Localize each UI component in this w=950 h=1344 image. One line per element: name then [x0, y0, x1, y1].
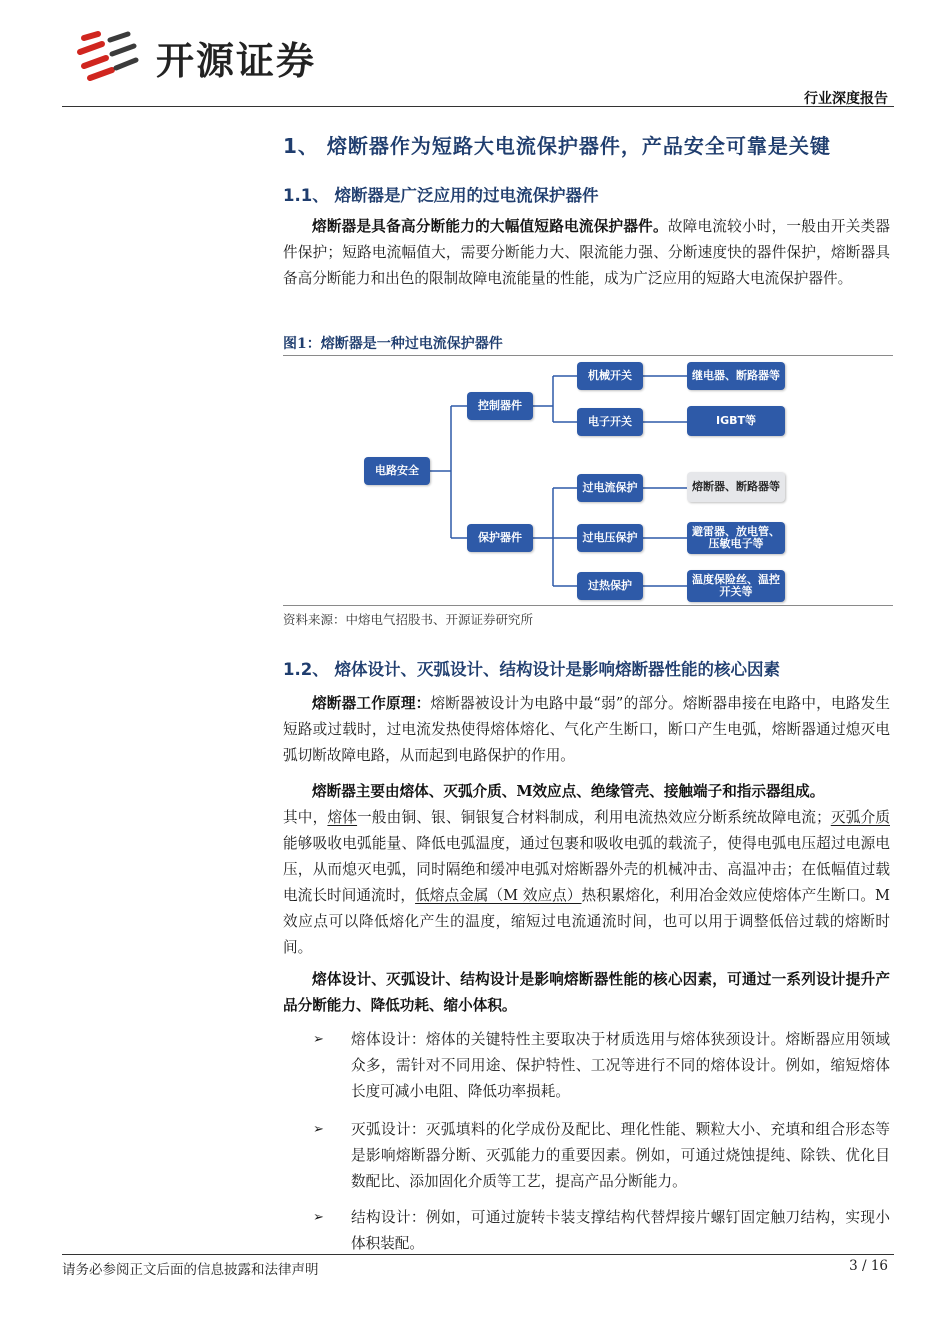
text-run: 其中， — [283, 809, 328, 826]
node-thermal-fuse: 温度保险丝、温控 开关等 — [687, 570, 785, 602]
node-arrester: 避雷器、放电管、 压敏电子等 — [687, 522, 785, 554]
paragraph-lead: 熔断器是具备高分断能力的大幅值短路电流保护器件。 — [312, 218, 668, 235]
bullet-item — [283, 1117, 890, 1195]
paragraph-lead: 熔断器工作原理： — [312, 695, 431, 712]
text-run: 热积累熔化，利用冶金效应使熔体产生断口。M 效应点可以降低熔化产生的温度，缩短过电流通流时间，也可以用于调整低倍过载的熔断时间。 — [283, 887, 890, 956]
figure-bottom-rule — [283, 605, 893, 606]
node-overcurrent-protection: 过电流保护 — [577, 474, 643, 502]
footer-divider — [62, 1254, 894, 1255]
bullet-arrow-icon: ➢ — [313, 1032, 324, 1047]
node-fuse-breaker: 熔断器、断路器等 — [687, 472, 785, 502]
bullet-text: 灭弧设计：灭弧填料的化学成份及配比、理化性能、颗粒大小、充填和组合形态等是影响熔断器分断、灭弧能力的重要因素。例如，可通过烧蚀提纯、除铁、优化目数配比、添加固化介质等工艺，提高产品分断能力。 — [351, 1121, 890, 1190]
node-electronic-switch: 电子开关 — [577, 408, 643, 436]
bullet-arrow-icon: ➢ — [313, 1210, 324, 1225]
bullet-arrow-icon: ➢ — [313, 1122, 324, 1137]
node-overvoltage-protection: 过电压保护 — [577, 524, 643, 552]
section-1-2-heading: 1.2、 熔体设计、灭弧设计、结构设计是影响熔断器性能的核心因素 — [283, 660, 780, 679]
company-logo-icon — [76, 30, 140, 82]
figure-1-title: 图1：熔断器是一种过电流保护器件 — [283, 336, 503, 352]
node-circuit-safety: 电路安全 — [364, 457, 430, 485]
header-divider — [62, 106, 894, 107]
node-relay-breaker: 继电器、断路器等 — [687, 362, 785, 390]
core-factors-paragraph — [283, 967, 890, 1019]
paragraph-body: 故障电流较小时，一般由开关类器件保护；短路电流幅值大，需要分断能力大、限流能力强、分断速度快的器件保护，熔断器具备高分断能力和出色的限制故障电流能量的性能，成为广泛应用的短路大电流保护器件。 — [283, 218, 890, 287]
paragraph-lead: 熔体设计、灭弧设计、结构设计是影响熔断器性能的核心因素，可通过一系列设计提升产品分断能力、降低功耗、缩小体积。 — [283, 971, 890, 1014]
text-run: 一般由铜、银、铜银复合材料制成，利用电流热效应分断系统故障电流； — [357, 809, 831, 826]
text-run: 能够吸收电弧能量、降低电弧温度，通过包裹和吸收电弧的载流子，使得电弧电压超过电源电压，从而熄灭电弧，同时隔绝和缓冲电弧对熔断器外壳的机械冲击、高温冲击；在低幅值过载电流长时间通流时， — [283, 835, 890, 904]
working-principle-paragraph — [283, 691, 890, 769]
company-name: 开源证券 — [156, 39, 317, 83]
page-number: 3 / 16 — [849, 1258, 888, 1274]
node-overheat-protection: 过热保护 — [577, 572, 643, 600]
paragraph-lead: 熔断器主要由熔体、灭弧介质、M效应点、绝缘管壳、接触端子和指示器组成。 — [312, 783, 825, 800]
bullet-text: 结构设计：例如，可通过旋转卡装支撑结构代替焊接片螺钉固定触刀结构，实现小体积装配。 — [351, 1209, 890, 1252]
node-control-device: 控制器件 — [467, 392, 533, 420]
node-mechanical-switch: 机械开关 — [577, 362, 643, 390]
term-arc-medium: 灭弧介质 — [830, 809, 890, 826]
composition-paragraph — [283, 779, 890, 961]
section-1-heading: 1、 熔断器作为短路大电流保护器件，产品安全可靠是关键 — [283, 134, 831, 158]
report-type-label: 行业深度报告 — [804, 91, 888, 107]
bullet-item — [283, 1205, 890, 1257]
node-igbt: IGBT等 — [687, 406, 785, 436]
disclaimer-note: 请务必参阅正文后面的信息披露和法律声明 — [62, 1262, 319, 1278]
section-1-1-paragraph — [283, 214, 890, 292]
paragraph-body: 熔断器被设计为电路中最“弱”的部分。熔断器串接在电路中，电路发生短路或过载时，过电流发热使得熔体熔化、气化产生断口，断口产生电弧，熔断器通过熄灭电弧切断故障电路，从而起到电路保护的作用。 — [283, 695, 890, 764]
section-1-1-heading: 1.1、 熔断器是广泛应用的过电流保护器件 — [283, 186, 599, 205]
term-fuse-element: 熔体 — [327, 809, 358, 826]
bullet-text: 熔体设计：熔体的关键特性主要取决于材质选用与熔体狭颈设计。熔断器应用领域众多，需针对不同用途、保护特性、工况等进行不同的熔体设计。例如，缩短熔体长度可减小电阻、降低功率损耗。 — [351, 1031, 890, 1100]
term-m-effect-point: 低熔点金属（M 效应点） — [415, 887, 582, 904]
bullet-item — [283, 1027, 890, 1105]
node-protect-device: 保护器件 — [467, 524, 533, 552]
figure-source: 资料来源：中熔电气招股书、开源证券研究所 — [283, 612, 534, 627]
